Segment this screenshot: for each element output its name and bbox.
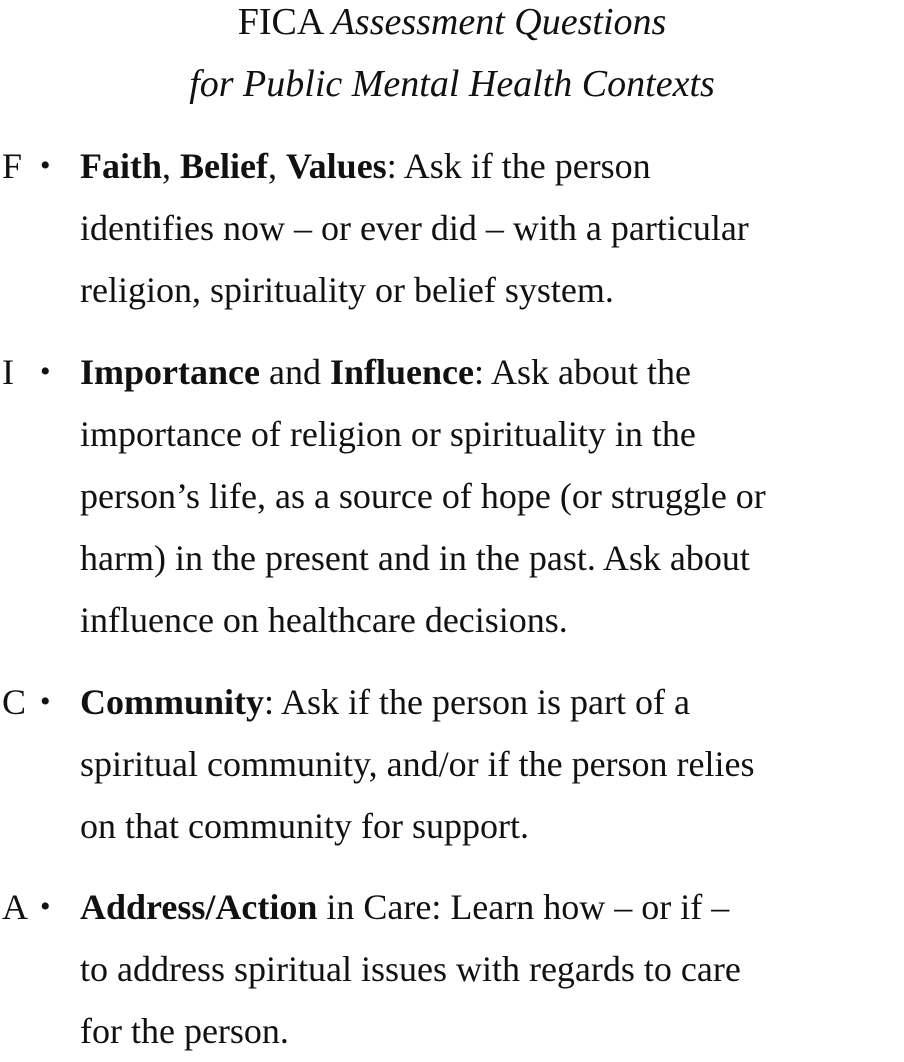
keyword-community: Community — [80, 682, 265, 722]
title-line-2: for Public Mental Health Contexts — [189, 63, 715, 105]
bullet-icon: • — [40, 149, 51, 182]
keyword-belief: Belief — [180, 146, 268, 186]
item-letter: C — [2, 682, 27, 722]
bullet-icon: • — [40, 890, 51, 923]
item-letter: A — [2, 887, 28, 927]
item-text — [80, 341, 904, 651]
item-line: identifies now – or ever did – with a particular — [80, 208, 749, 248]
keyword-faith: Faith — [80, 146, 163, 186]
title-prefix: FICA — [237, 1, 323, 43]
text-run: , — [267, 146, 286, 186]
item-line: importance of religion or spirituality in the — [80, 414, 696, 454]
item-line: to address spiritual issues with regards to care — [80, 949, 741, 989]
keyword-address-action: Address/Action — [80, 887, 318, 927]
keyword-values: Values — [285, 146, 387, 186]
bullet-icon: • — [40, 685, 51, 718]
item-line — [80, 135, 904, 197]
text-run: : Ask if the person is part of a — [264, 682, 690, 722]
keyword-influence: Influence — [329, 352, 474, 392]
item-letter: I — [2, 352, 14, 392]
item-line: religion, spirituality or belief system. — [80, 270, 614, 310]
text-run: : Ask about the — [473, 352, 691, 392]
item-line: on that community for support. — [80, 806, 529, 846]
text-run: : Ask if the person — [386, 146, 651, 186]
title-italic: Assessment Questions — [331, 1, 667, 43]
item-line: influence on healthcare decisions. — [80, 600, 568, 640]
item-line: harm) in the present and in the past. Ask about — [80, 538, 750, 578]
page-title — [0, 0, 904, 114]
title-line-1 — [0, 0, 904, 52]
text-run: and — [259, 352, 330, 392]
item-line — [80, 671, 904, 733]
item-line: spiritual community, and/or if the person relies — [80, 744, 755, 784]
text-run: , — [162, 146, 181, 186]
item-line — [80, 876, 904, 938]
item-line: person’s life, as a source of hope (or struggle or — [80, 476, 766, 516]
item-text — [80, 671, 904, 857]
item-line — [80, 341, 904, 403]
keyword-importance: Importance — [80, 352, 260, 392]
item-text — [80, 135, 904, 321]
item-letter: F — [2, 146, 23, 186]
text-run: in Care: Learn how – or if – — [317, 887, 730, 927]
bullet-icon: • — [40, 355, 51, 388]
item-line: for the person. — [80, 1011, 289, 1051]
item-text — [80, 876, 904, 1062]
